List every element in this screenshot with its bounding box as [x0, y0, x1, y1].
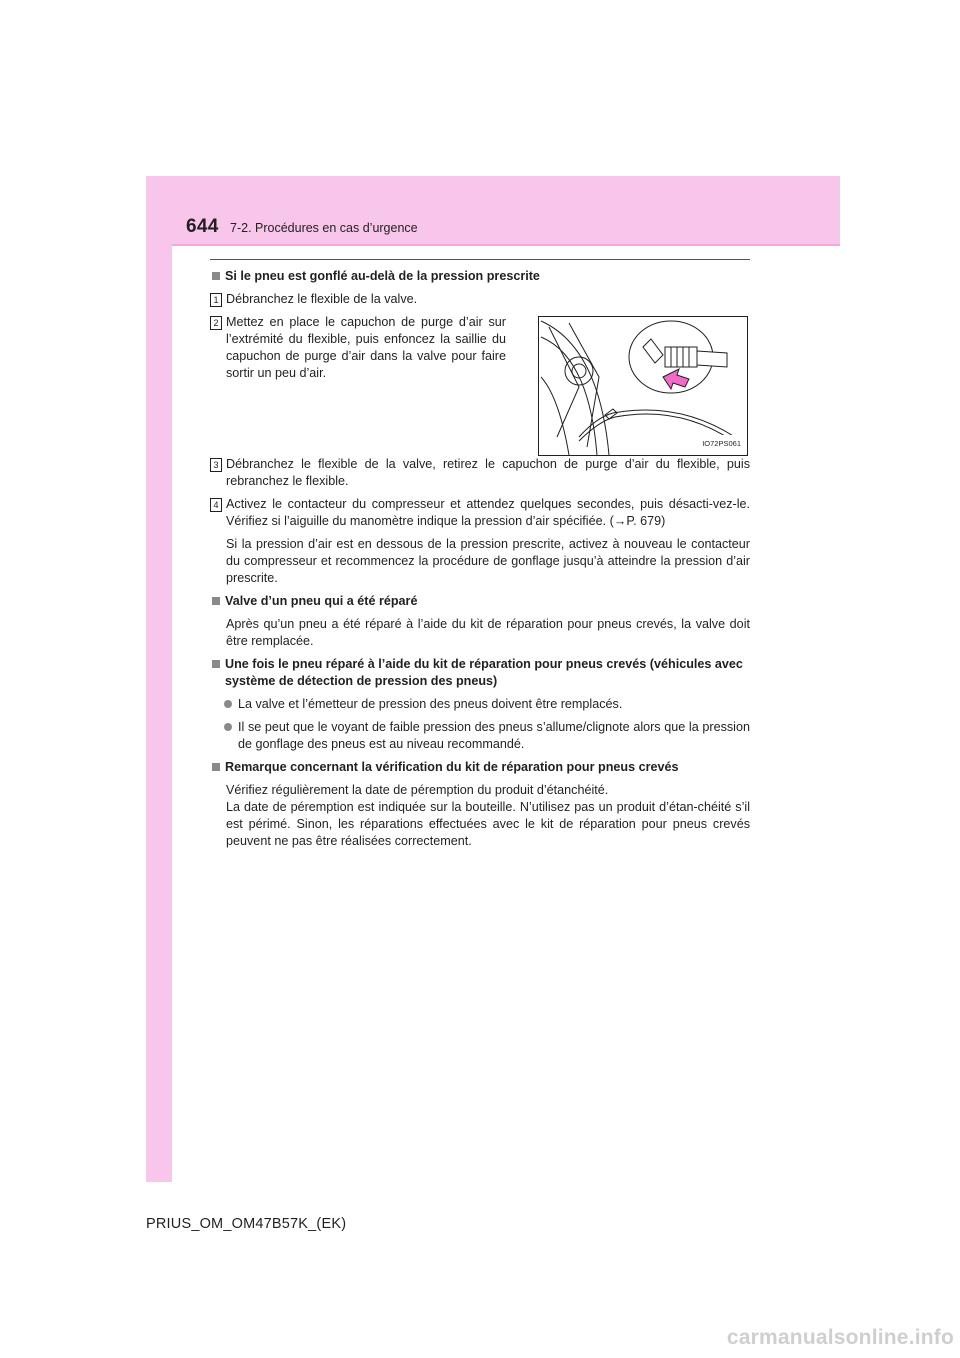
watermark: carmanualsonline.info [726, 1326, 954, 1349]
document-code: PRIUS_OM_OM47B57K_(EK) [146, 1216, 347, 1232]
step-number-3: 3 [210, 458, 222, 472]
step-1: 1 Débranchez le flexible de la valve. [210, 291, 750, 308]
step-4-note: Si la pression d’air est en dessous de la pression prescrite, activez à nouveau le contacteur du compresseur et recommencez la procédure de gonflage jusqu’à atteindre la pression d’air prescrite. [226, 537, 750, 585]
page-number: 644 [186, 216, 219, 237]
step-number-4: 4 [210, 498, 222, 512]
section-heading-repaired-valve: Valve d’un pneu qui a été réparé [210, 593, 750, 610]
square-bullet-icon [212, 763, 220, 771]
step-2-row [210, 314, 750, 456]
step-number-1: 1 [210, 293, 222, 307]
repaired-valve-text: Après qu’un pneu a été réparé à l’aide du kit de réparation pour pneus crevés, la valve doit être remplacée. [226, 617, 750, 648]
page-content [210, 268, 750, 856]
step-2: 2 Mettez en place le capuchon de purge d’air sur l’extrémité du flexible, puis enfoncez la saillie du capuchon de purge d’air dans la valve pour faire sortir un peu d’air. [210, 314, 506, 382]
round-bullet-icon [224, 700, 232, 708]
step-number-2: 2 [210, 316, 222, 330]
square-bullet-icon [212, 597, 220, 605]
section-heading-tpms: Une fois le pneu réparé à l’aide du kit de réparation pour pneus crevés (véhicules avec système de détection de pression des pneus) [210, 656, 750, 690]
round-bullet-icon [224, 723, 232, 731]
kit-check-text-1: Vérifiez régulièrement la date de péremption du produit d’étanchéité. [226, 783, 609, 797]
kit-check-text-2: La date de péremption est indiquée sur la bouteille. N’utilisez pas un produit d’étan-chéité s’il est périmé. Sinon, les réparations effectuées avec le kit de réparation pour pneus crevés peuvent ne pas être réalisées correctement. [226, 800, 750, 848]
step-4: 4 Activez le contacteur du compresseur et attendez quelques secondes, puis désacti-vez-le. Vérifiez si l’aiguille du manomètre indique la pression d’air spécifiée. (→P. 679) [210, 496, 750, 530]
step-3: 3 Débranchez le flexible de la valve, retirez le capuchon de purge d’air du flexible, puis rebranchez le flexible. [210, 456, 750, 490]
figure-code: IO72PS061 [700, 435, 743, 452]
section-rule [210, 259, 750, 260]
tpms-bullet-1: La valve et l’émetteur de pression des pneus doivent être remplacés. [210, 696, 750, 713]
valve-illustration [538, 316, 748, 456]
section-heading-kit-check: Remarque concernant la vérification du kit de réparation pour pneus crevés [210, 759, 750, 776]
chapter-sidebar-tab [146, 176, 172, 1182]
square-bullet-icon [212, 272, 220, 280]
push-arrow-icon [663, 369, 689, 389]
section-heading-overinflated: Si le pneu est gonflé au-delà de la pression prescrite [210, 268, 750, 285]
tpms-bullet-2: Il se peut que le voyant de faible pression des pneus s’allume/clignote alors que la pression de gonflage des pneus est au niveau recommandé. [210, 719, 750, 753]
chapter-title: 7-2. Procédures en cas d’urgence [230, 221, 418, 235]
square-bullet-icon [212, 660, 220, 668]
header-underline [172, 244, 840, 246]
